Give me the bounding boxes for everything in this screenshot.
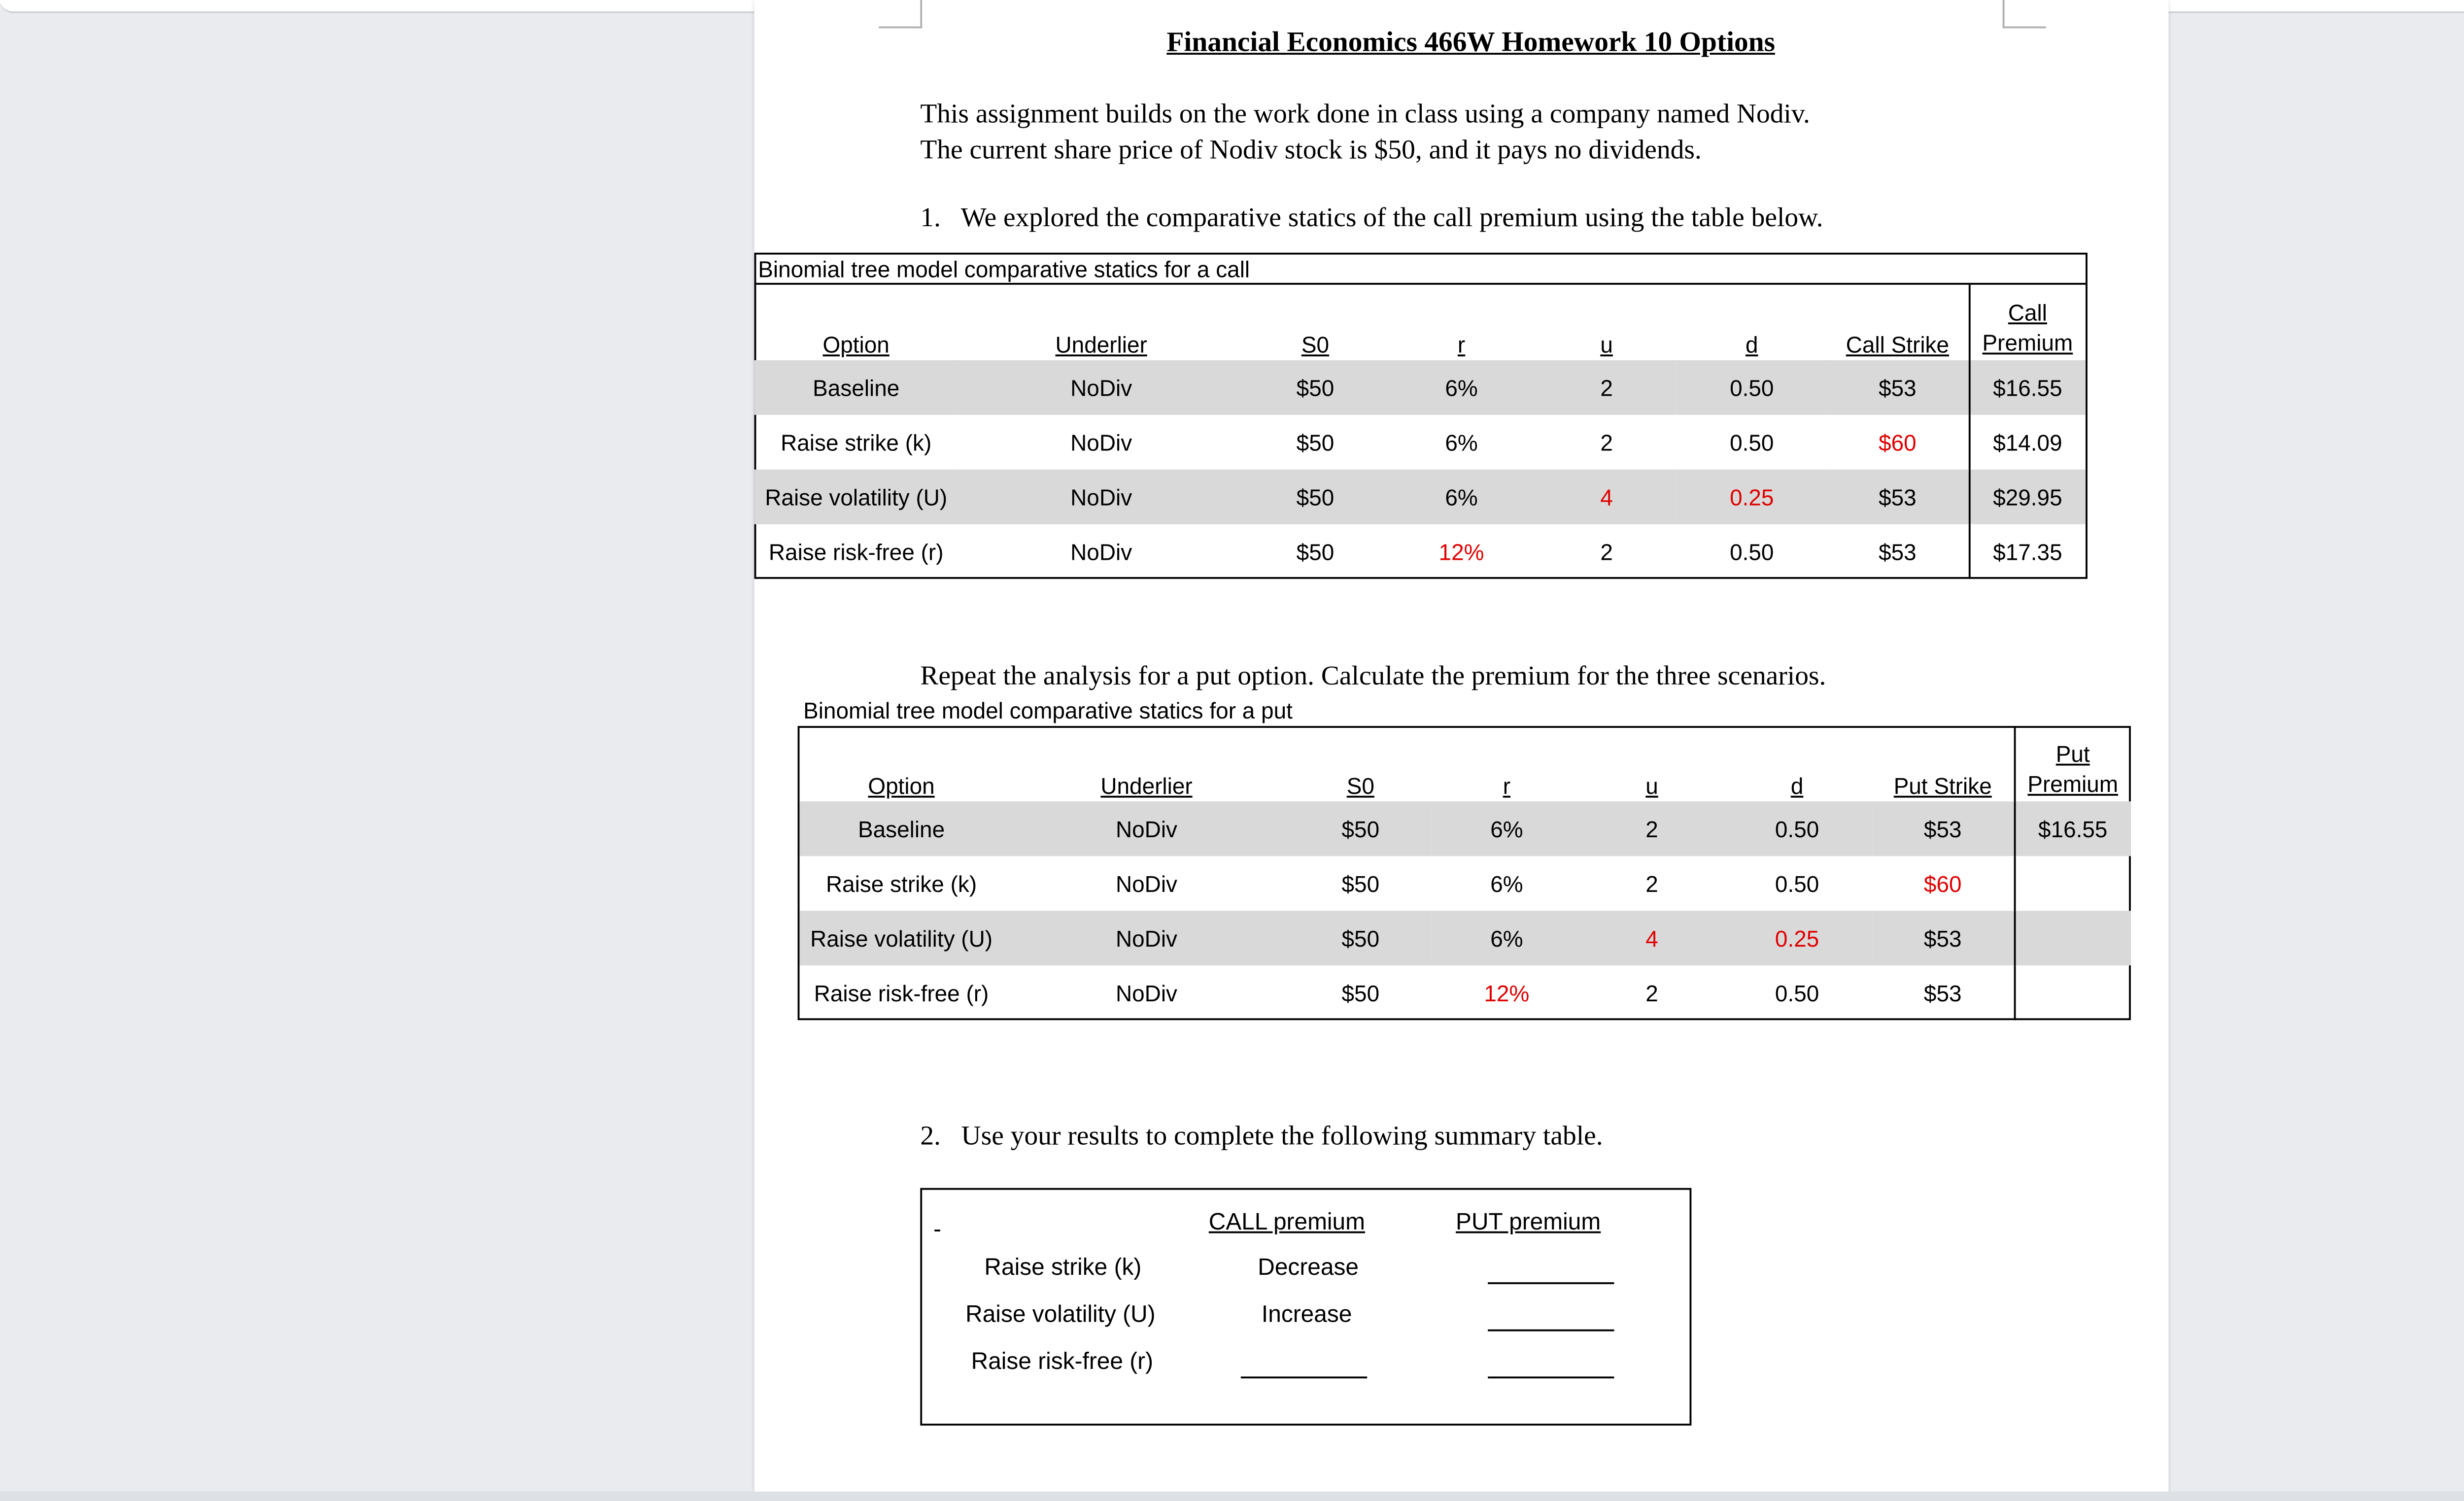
question-2 (920, 1120, 1603, 1156)
call-premium-cell: $29.95 (1969, 470, 2086, 524)
summary-table (920, 1188, 1691, 1426)
summary-put-blank[interactable] (1488, 1375, 1614, 1379)
call-header-row (754, 285, 2086, 360)
bottom-status-edge (0, 1492, 2464, 1501)
repeat-instruction: Repeat the analysis for a put option. Calculate the premium for the three scenarios. (920, 662, 1826, 692)
header-s0: S0 (1301, 332, 1330, 359)
table-row: Raise volatility (U) NoDiv $50 6% 4 0.25 $53 $29.95 (754, 470, 2086, 524)
header-r: r (1457, 332, 1466, 359)
put-table-caption: Binomial tree model comparative statics for a put (803, 697, 1293, 724)
summary-dash: - (933, 1216, 942, 1243)
table-row: Raise risk-free (r) NoDiv $50 12% 2 0.50 $53 (799, 965, 2131, 1020)
document-title: Financial Economics 466W Homework 10 Options (1166, 28, 1775, 59)
question-1 (920, 202, 1823, 238)
question-text: We explored the comparative statics of the call premium using the table below. (960, 204, 1823, 234)
header-u: u (1645, 773, 1658, 800)
header-underlier: Underlier (1055, 332, 1147, 359)
put-premium-cell[interactable] (2014, 965, 2131, 1020)
put-premium-cell[interactable] (2014, 856, 2131, 911)
header-underlier: Underlier (1100, 773, 1193, 800)
header-d: d (1790, 773, 1804, 800)
summary-call-value: Decrease (1258, 1254, 1359, 1281)
put-premium-header: PUT premium (1456, 1208, 1601, 1235)
table-row: Baseline NoDiv $50 6% 2 0.50 $53 $16.55 (799, 801, 2131, 856)
question-text: Use your results to complete the following summary table. (961, 1122, 1603, 1153)
header-u: u (1600, 332, 1613, 359)
summary-put-blank[interactable] (1488, 1328, 1614, 1331)
margin-corner-mark (2003, 0, 2046, 28)
header-option: Option (868, 773, 935, 800)
header-d: d (1745, 332, 1758, 359)
put-header-row (799, 728, 2131, 801)
summary-row-label: Raise strike (k) (984, 1254, 1142, 1281)
table-row: Raise strike (k) NoDiv $50 6% 2 0.50 $60 $14.09 (754, 415, 2086, 470)
header-s0: S0 (1346, 773, 1374, 800)
call-premium-cell: $16.55 (1969, 360, 2086, 415)
table-row: Raise risk-free (r) NoDiv $50 12% 2 0.50 $53 $17.35 (754, 524, 2086, 579)
summary-row-label: Raise volatility (U) (965, 1301, 1156, 1328)
summary-call-value: Increase (1261, 1301, 1352, 1328)
table-row: Baseline NoDiv $50 6% 2 0.50 $53 $16.55 (754, 360, 2086, 415)
intro-line-2: The current share price of Nodiv stock is $50, and it pays no dividends. (920, 136, 1702, 166)
summary-row-label: Raise risk-free (r) (971, 1348, 1154, 1375)
put-premium-cell[interactable] (2014, 911, 2131, 965)
header-premium: Put Premium (2014, 728, 2131, 801)
document-page (754, 0, 2169, 1501)
question-number: 1. (920, 204, 941, 234)
header-option: Option (822, 332, 890, 359)
header-r: r (1503, 773, 1511, 800)
call-premium-cell: $14.09 (1969, 415, 2086, 470)
summary-call-blank[interactable] (1241, 1375, 1367, 1379)
call-premium-cell: $17.35 (1969, 524, 2086, 579)
summary-put-blank[interactable] (1488, 1280, 1614, 1284)
table-row: Raise volatility (U) NoDiv $50 6% 4 0.25 $53 (799, 911, 2131, 965)
header-strike: Put Strike (1893, 773, 1992, 800)
intro-line-1: This assignment builds on the work done in class using a company named Nodiv. (920, 100, 1810, 131)
call-premium-header: CALL premium (1208, 1208, 1366, 1235)
question-number: 2. (920, 1122, 941, 1153)
table-row: Raise strike (k) NoDiv $50 6% 2 0.50 $60 (799, 856, 2131, 911)
call-table (754, 285, 2086, 579)
header-strike: Call Strike (1846, 332, 1950, 359)
put-table (799, 728, 2131, 1020)
margin-corner-mark (879, 0, 922, 28)
header-premium: Call Premium (1969, 285, 2086, 360)
call-table-caption: Binomial tree model comparative statics for a call (758, 256, 1250, 283)
put-premium-cell[interactable]: $16.55 (2014, 801, 2131, 856)
